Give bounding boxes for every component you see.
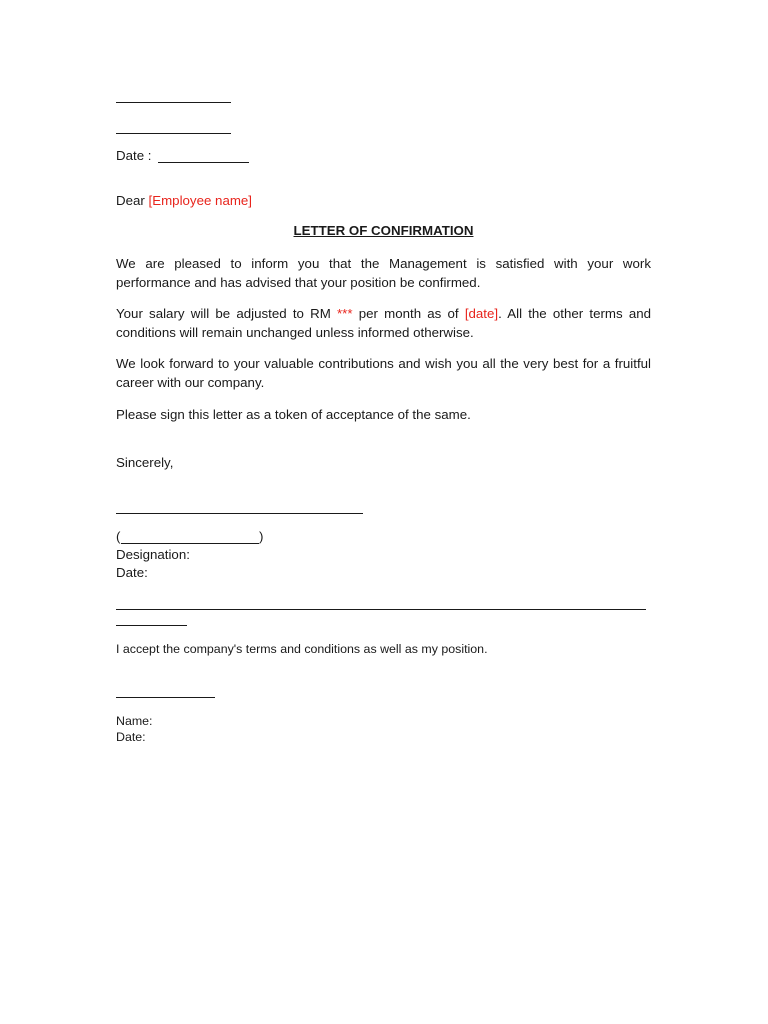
closing: Sincerely, <box>116 455 174 470</box>
address-line-1[interactable] <box>116 102 231 103</box>
acceptance-signature-line[interactable] <box>116 697 215 698</box>
signatory-name <box>116 528 120 546</box>
date-label: Date : <box>116 148 152 163</box>
letter-title: LETTER OF CONFIRMATION <box>293 223 474 238</box>
signatory-name-close <box>259 528 263 546</box>
paragraph-salary <box>116 305 651 342</box>
salary-text-1: Your salary will be adjusted to RM <box>116 306 331 321</box>
salary-text-2: per month as of <box>358 306 459 321</box>
acceptance-statement: I accept the company's terms and conditions as well as my position. <box>116 642 488 656</box>
signature-line[interactable] <box>116 513 363 514</box>
effective-date-placeholder: [date] <box>464 306 499 321</box>
paren-open: ( <box>116 529 121 544</box>
address-line-2[interactable] <box>116 133 231 134</box>
paragraph-wishes: We look forward to your valuable contributions and wish you all the very best for a fruitful career with our company. <box>116 356 651 390</box>
date-blank-line[interactable] <box>158 162 249 163</box>
designation-label: Designation: <box>116 547 190 562</box>
salary-text-3: . All the other terms and conditions will remain unchanged unless informed otherwise. <box>116 306 652 340</box>
paragraph-confirmation: We are pleased to inform you that the Management is satisfied with your work performance and has advised that your position be confirmed. <box>116 256 651 290</box>
salutation-text: Dear <box>116 193 145 208</box>
salary-placeholder: *** <box>336 306 353 321</box>
acceptance-name-label: Name: <box>116 714 153 728</box>
signatory-date-label: Date: <box>116 565 148 580</box>
separator-line-short <box>116 625 187 626</box>
employee-name-placeholder: [Employee name] <box>148 193 253 208</box>
acceptance-date-label: Date: <box>116 730 146 744</box>
paren-close: ) <box>259 529 264 544</box>
letter-date <box>116 147 151 165</box>
paragraph-sign-request: Please sign this letter as a token of acceptance of the same. <box>116 407 471 422</box>
salutation <box>116 192 252 210</box>
separator-line-long <box>116 609 646 610</box>
signatory-name-line[interactable] <box>121 543 259 544</box>
